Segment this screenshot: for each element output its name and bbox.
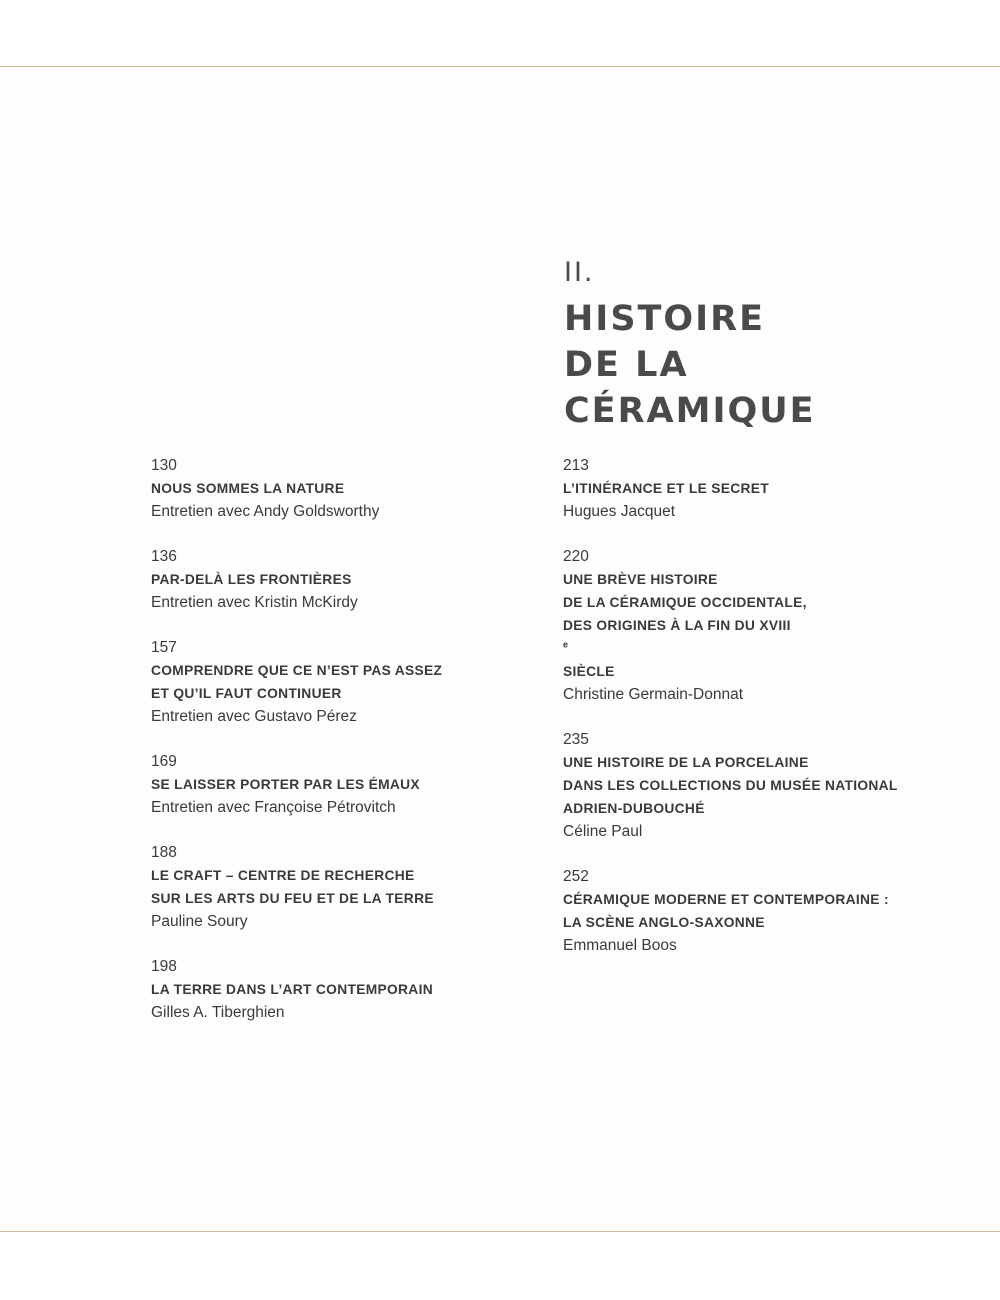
- toc-entry[interactable]: [563, 865, 983, 957]
- toc-page-number: 169: [151, 753, 177, 770]
- toc-entry-title: [563, 477, 983, 500]
- toc-entry-author: Entretien avec Françoise Pétrovitch: [151, 799, 396, 816]
- superscript: e: [563, 639, 569, 650]
- toc-entry-author: Entretien avec Gustavo Pérez: [151, 708, 357, 725]
- toc-page-number: 213: [563, 457, 589, 474]
- toc-entry[interactable]: [151, 841, 511, 933]
- toc-entry[interactable]: [563, 545, 983, 706]
- toc-title-text: DES ORIGINES À LA FIN DU XVIII: [563, 618, 791, 633]
- toc-title-line: LA TERRE DANS L’ART CONTEMPORAIN: [151, 982, 433, 997]
- toc-title-line: SE LAISSER PORTER PAR LES ÉMAUX: [151, 777, 420, 792]
- toc-title-line: SUR LES ARTS DU FEU ET DE LA TERRE: [151, 891, 434, 906]
- toc-entry-title: [151, 978, 511, 1001]
- section-title-line: DE LA: [564, 345, 689, 385]
- section-title-line: HISTOIRE: [564, 299, 766, 339]
- toc-entry-title: [151, 773, 511, 796]
- toc-entry[interactable]: [151, 454, 511, 523]
- toc-page-number: 130: [151, 457, 177, 474]
- toc-title-line: UNE HISTOIRE DE LA PORCELAINE: [563, 755, 809, 770]
- section-title: [564, 296, 984, 434]
- toc-title-line: ADRIEN-DUBOUCHÉ: [563, 801, 705, 816]
- toc-title-line: L’ITINÉRANCE ET LE SECRET: [563, 481, 770, 496]
- toc-entry-title: [151, 568, 511, 591]
- toc-entry[interactable]: [563, 454, 983, 523]
- section-title-line: CÉRAMIQUE: [564, 391, 816, 431]
- toc-entry-title: [563, 568, 983, 683]
- toc-page-number: 235: [563, 731, 589, 748]
- toc-entry-author: Pauline Soury: [151, 913, 248, 930]
- toc-page-number: 157: [151, 639, 177, 656]
- toc-title-line: UNE BRÈVE HISTOIRE: [563, 572, 718, 587]
- toc-entry-author: Emmanuel Boos: [563, 937, 677, 954]
- toc-title-line: LA SCÈNE ANGLO-SAXONNE: [563, 915, 765, 930]
- toc-entry-author: Entretien avec Andy Goldsworthy: [151, 503, 380, 520]
- toc-entry-author: Christine Germain-Donnat: [563, 686, 744, 703]
- section-heading: [564, 256, 984, 434]
- toc-title-line: LE CRAFT – CENTRE DE RECHERCHE: [151, 868, 415, 883]
- toc-entry-title: [151, 864, 511, 910]
- toc-title-line: [563, 614, 983, 683]
- toc-entry[interactable]: [151, 545, 511, 614]
- toc-title-line: DANS LES COLLECTIONS DU MUSÉE NATIONAL: [563, 778, 898, 793]
- toc-entry-title: [563, 888, 983, 934]
- toc-page-number: 136: [151, 548, 177, 565]
- toc-entry-author: Céline Paul: [563, 823, 643, 840]
- toc-page-number: 188: [151, 844, 177, 861]
- toc-entry[interactable]: [151, 750, 511, 819]
- toc-entry[interactable]: [151, 636, 511, 728]
- toc-entry[interactable]: [563, 728, 983, 843]
- toc-title-text: SIÈCLE: [563, 664, 615, 679]
- toc-entry[interactable]: [151, 955, 511, 1024]
- toc-title-line: PAR-DELÀ LES FRONTIÈRES: [151, 572, 352, 587]
- toc-title-line: CÉRAMIQUE MODERNE ET CONTEMPORAINE :: [563, 892, 889, 907]
- toc-entry-title: [563, 751, 983, 820]
- toc-title-line: DE LA CÉRAMIQUE OCCIDENTALE,: [563, 595, 807, 610]
- toc-entry-title: [151, 477, 511, 500]
- toc-page-number: 252: [563, 868, 589, 885]
- toc-entry-author: Gilles A. Tiberghien: [151, 1004, 285, 1021]
- toc-page-number: 198: [151, 958, 177, 975]
- toc-column-left: [151, 454, 511, 1046]
- toc-entry-author: Entretien avec Kristin McKirdy: [151, 594, 358, 611]
- toc-entry-author: Hugues Jacquet: [563, 503, 676, 520]
- toc-page-number: 220: [563, 548, 589, 565]
- section-number: II.: [564, 257, 595, 288]
- toc-title-line: NOUS SOMMES LA NATURE: [151, 481, 345, 496]
- toc-column-right: [563, 454, 983, 979]
- toc-entry-title: [151, 659, 511, 705]
- toc-title-line: ET QU’IL FAUT CONTINUER: [151, 686, 342, 701]
- toc-title-line: COMPRENDRE QUE CE N’EST PAS ASSEZ: [151, 663, 443, 678]
